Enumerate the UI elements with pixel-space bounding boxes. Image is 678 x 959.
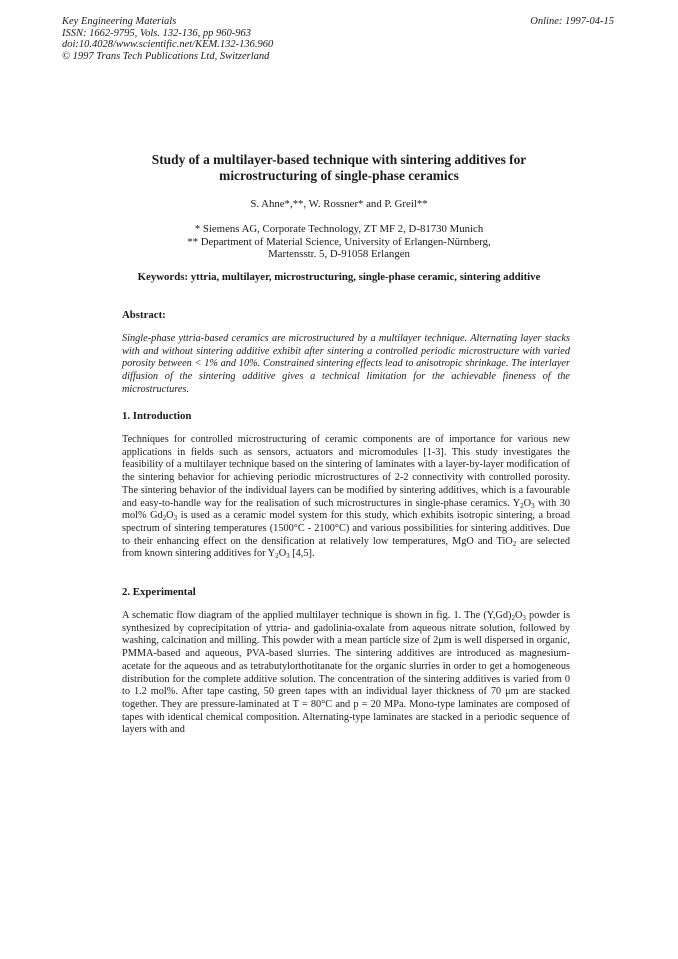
formula-tio2: TiO$_2$ [496, 535, 517, 548]
formula-y2o3: $Y_2O_3$ [512, 497, 535, 510]
affiliations [0, 223, 678, 261]
keywords-text: yttria, multilayer, microstructuring, single-phase ceramic, sintering additive [190, 271, 541, 283]
exp-text-3: powder is synthesized by coprecipitation of yttria- and gadolinia-oxalate from aqueous nitrate solution, followed by washing, calcination and milling. This powder with a mean particle size of 2μm is well dispersed in organic, PMMA-based and aqueous, PVA-based slurries. The sintering additives are introduced as magnesium-acetate for the aqueous and as tetrabutylorthotitanate for the organic slurries in order to get a homogeneous distribution for the complete additive solution. The concentration of the sintering additives is varied from 0 to 1.2 mol%. After tape casting, 50 green tapes with an individual layer thickness of 70 μm are stacked together. They are pressure-laminated at T = 80°C and p = 20 MPa. Mono-type laminates are composed of tapes with identical chemical composition. Alternating-type laminates are stacked in a periodic sequence of layers with and [122, 610, 570, 736]
exp-sub-1: 2 [511, 614, 515, 622]
doi-line: doi:10.4028/www.scientific.net/KEM.132-136.960 [62, 39, 274, 51]
introduction-heading: 1. Introduction [122, 410, 192, 422]
intro-text-2: with 30 mol% [122, 497, 570, 522]
exp-text-2: O [514, 610, 523, 621]
introduction-paragraph [122, 434, 570, 561]
journal-header [62, 16, 273, 62]
online-date: Online: 1997-04-15 [530, 16, 614, 27]
abstract-text: Single-phase yttria-based ceramics are microstructured by a multilayer technique. Alternating layer stacks with and without sintering additive exhibit after sintering a controlled periodic microstructure with varied porosity between < 1% and 10%. Constrained sintering effects lead to anisotropic shrinkage. The interlayer diffusion of the sintering additive gives a technical limitation for the achievable fineness of the microstructures. [122, 333, 570, 395]
title-line-1: Study of a multilayer-based technique with sintering additives for [151, 152, 527, 167]
affiliation-line-1: * Siemens AG, Corporate Technology, ZT MF 2, D-81730 Munich [194, 223, 484, 235]
exp-text-1: A schematic flow diagram of the applied multilayer technique is shown in fig. 1. The (Y,Gd) [122, 610, 512, 621]
affiliation-line-3: Martensstr. 5, D-91058 Erlangen [268, 248, 410, 261]
intro-text-3: is used as a ceramic model system for this study, which exhibits isotropic sintering, a broad spectrum of sintering temperatures (1500°C - 2100°C) and various possibilities for sintering additives. Due to their enhancing effect on the densification at relatively low temperatures, MgO and [122, 510, 571, 547]
affiliation-line-2: ** Department of Material Science, University of Erlangen-Nürnberg, [187, 235, 491, 248]
keywords-label: Keywords: [137, 271, 189, 283]
title-line-2: microstructuring of single-phase ceramics [219, 168, 459, 183]
intro-text-1: Techniques for controlled microstructuring of ceramic components are of importance for various new applications in fields such as sensors, actuators and micromodules [1-3]. This study investigates the feasibility of a multilayer technique based on the sintering of laminates with a layer-by-layer modification of the sintering behavior for achieving periodic microstructures of 2-2 connectivity with controlled porosity. The sintering behavior of the individual layers can be modified by sintering additives, which is a favourable and easy-to-handle way for the realisation of such microstructures in single-phase ceramics. [122, 434, 570, 509]
intro-text-5: [4,5]. [289, 548, 315, 560]
copyright-line: © 1997 Trans Tech Publications Ltd, Switzerland [62, 50, 270, 62]
experimental-heading: 2. Experimental [122, 586, 196, 598]
formula-gd2o3: $Gd_2O_3$ [150, 510, 178, 523]
exp-sub-2: 3 [522, 614, 526, 622]
abstract-heading: Abstract: [122, 309, 166, 321]
keywords [0, 271, 678, 283]
formula-y2o3-2: $Y_2O_3$ [267, 548, 290, 561]
paper-title [0, 152, 678, 184]
intro-text-4: are selected from known sintering additives for [122, 535, 570, 560]
issn-line: ISSN: 1662-9795, Vols. 132-136, pp 960-963 [62, 27, 251, 39]
author-list: S. Ahne*,**, W. Rossner* and P. Greil** [250, 198, 428, 210]
journal-name: Key Engineering Materials [62, 16, 177, 27]
experimental-paragraph [122, 610, 570, 737]
